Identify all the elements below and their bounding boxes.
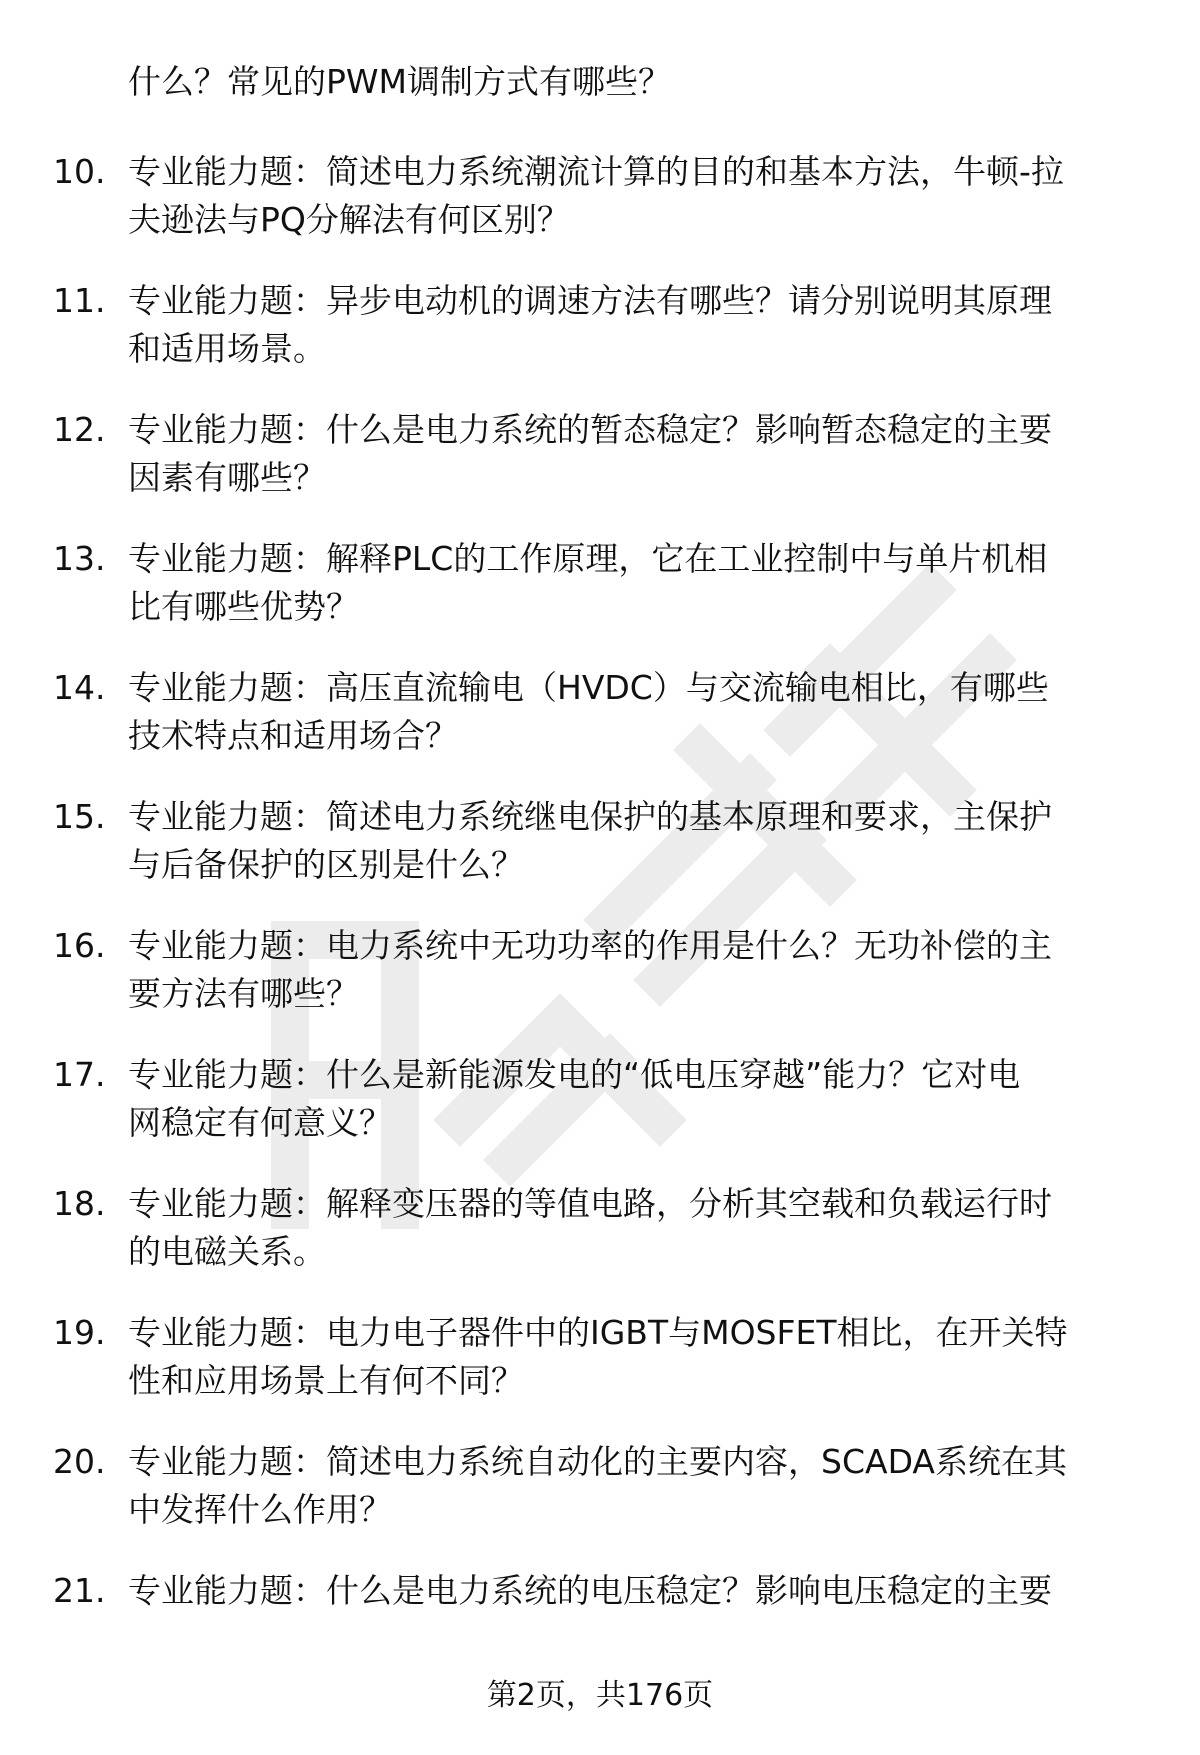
item-text-line: 和适用场景。 [128,329,326,368]
item-text-line: 专业能力题：简述电力系统潮流计算的目的和基本方法，牛顿-拉 [128,152,1064,191]
item-number: 10. [53,152,106,191]
item-text [128,1309,1168,1405]
item-text-line: 中发挥什么作用？ [128,1490,392,1529]
item-number: 12. [53,410,106,449]
list-item [0,406,1200,535]
item-text-line: 要方法有哪些？ [128,974,359,1013]
page-footer: 第2页，共176页 [486,1678,714,1713]
list-item [0,922,1200,1051]
list-item [0,277,1200,406]
item-text-line: 与后备保护的区别是什么？ [128,845,524,884]
item-text-line: 专业能力题：异步电动机的调速方法有哪些？请分别说明其原理 [128,281,1052,320]
item-text-line: 性和应用场景上有何不同？ [128,1361,524,1400]
item-text [128,793,1168,889]
list-item [0,1051,1200,1180]
item-text [128,535,1168,631]
list-item [0,148,1200,277]
list-item [0,1180,1200,1309]
item-text-line: 网稳定有何意义？ [128,1103,392,1142]
item-text-line: 夫逊法与PQ分解法有何区别？ [128,200,570,239]
item-number: 19. [53,1313,106,1352]
question-list [0,148,1200,1696]
item-text [128,664,1168,760]
item-text-line: 专业能力题：什么是电力系统的暂态稳定？影响暂态稳定的主要 [128,410,1052,449]
item-text [128,1180,1168,1276]
item-text-line: 专业能力题：什么是电力系统的电压稳定？影响电压稳定的主要 [128,1571,1052,1610]
item-text-line: 专业能力题：简述电力系统自动化的主要内容，SCADA系统在其 [128,1442,1067,1481]
item-text [128,1438,1168,1534]
item-number: 18. [53,1184,106,1223]
item-number: 16. [53,926,106,965]
item-text-line: 比有哪些优势？ [128,587,359,626]
item-text [128,148,1168,244]
item-number: 14. [53,668,106,707]
item-text-line: 专业能力题：电力电子器件中的IGBT与MOSFET相比，在开关特 [128,1313,1068,1352]
item-number: 13. [53,539,106,578]
item-number: 15. [53,797,106,836]
item-text-line: 专业能力题：什么是新能源发电的“低电压穿越”能力？它对电 [128,1055,1021,1094]
item-text-line: 技术特点和适用场合？ [128,716,458,755]
item-text [128,277,1168,373]
item-number: 11. [53,281,106,320]
list-item [0,664,1200,793]
item-text-line: 专业能力题：高压直流输电（HVDC）与交流输电相比，有哪些 [128,668,1049,707]
item-text-line: 的电磁关系。 [128,1232,326,1271]
item-number: 21. [53,1571,106,1610]
item-text-line: 专业能力题：解释PLC的工作原理，它在工业控制中与单片机相 [128,539,1048,578]
list-item [0,793,1200,922]
item-text [128,406,1168,502]
item-number: 20. [53,1442,106,1481]
item-text-line: 专业能力题：简述电力系统继电保护的基本原理和要求，主保护 [128,797,1052,836]
item-text [128,1567,1168,1615]
item-number: 17. [53,1055,106,1094]
continuation-text: 什么？常见的PWM调制方式有哪些？ [128,62,672,101]
item-text-line: 专业能力题：解释变压器的等值电路，分析其空载和负载运行时 [128,1184,1052,1223]
item-text-line: 专业能力题：电力系统中无功功率的作用是什么？无功补偿的主 [128,926,1052,965]
item-text-line: 因素有哪些？ [128,458,326,497]
list-item [0,1309,1200,1438]
list-item [0,535,1200,664]
item-text [128,1051,1168,1147]
list-item [0,1438,1200,1567]
item-text [128,922,1168,1018]
